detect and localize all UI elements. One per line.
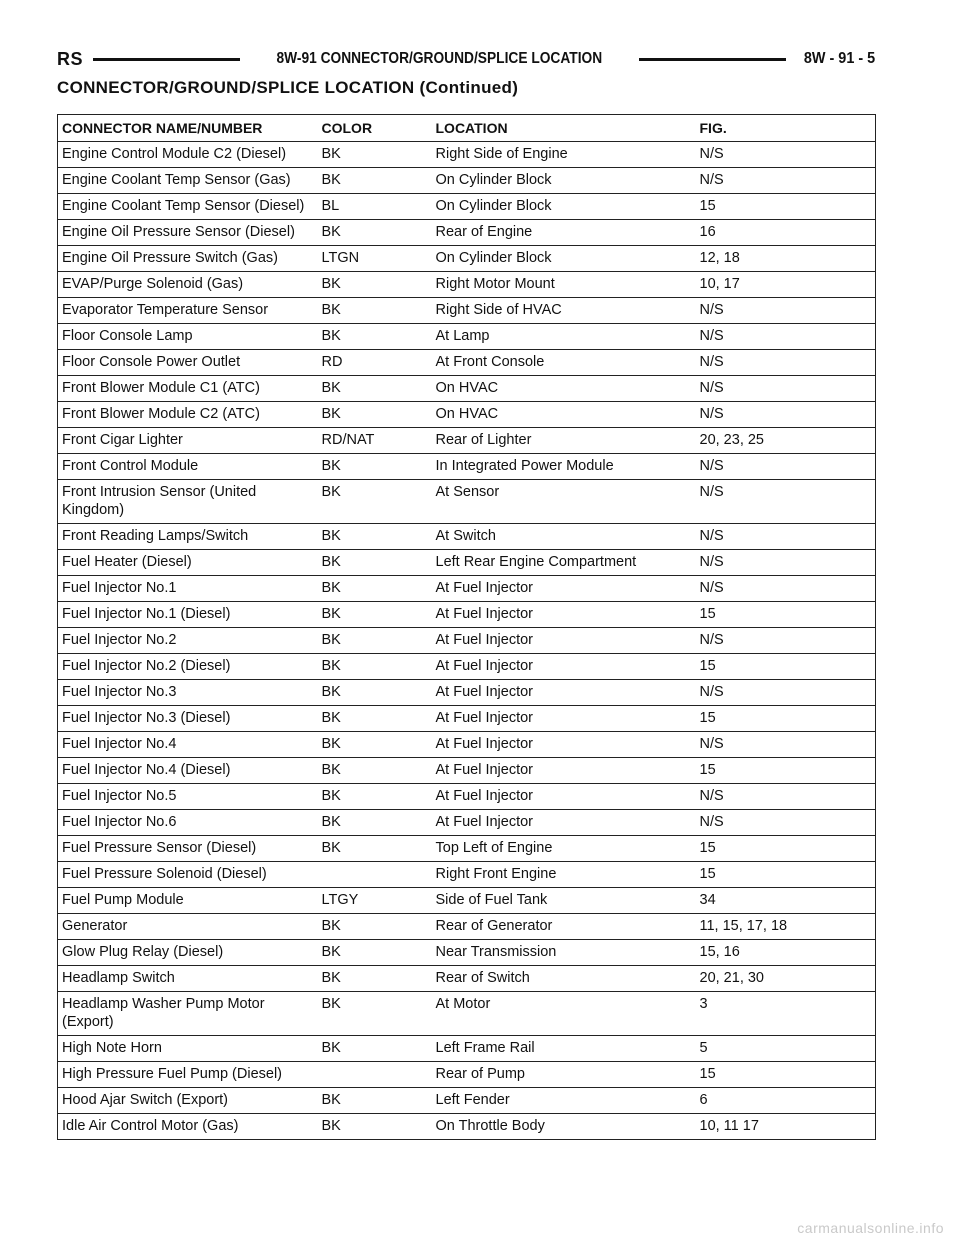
table-row bbox=[58, 758, 876, 784]
cell-connector-name: Fuel Injector No.1 bbox=[58, 576, 318, 602]
cell-color: BK bbox=[318, 272, 432, 298]
cell-fig: N/S bbox=[696, 810, 876, 836]
cell-fig: 15 bbox=[696, 654, 876, 680]
cell-location: At Fuel Injector bbox=[432, 680, 696, 706]
cell-connector-name: Engine Coolant Temp Sensor (Gas) bbox=[58, 168, 318, 194]
cell-fig: 3 bbox=[696, 992, 876, 1036]
cell-location: At Switch bbox=[432, 524, 696, 550]
table-row bbox=[58, 272, 876, 298]
header-rule-left bbox=[93, 58, 240, 61]
cell-connector-name: Front Intrusion Sensor (United Kingdom) bbox=[58, 480, 318, 524]
cell-color: BK bbox=[318, 220, 432, 246]
cell-color: BK bbox=[318, 376, 432, 402]
cell-fig: 15 bbox=[696, 758, 876, 784]
header-page-number: 8W - 91 - 5 bbox=[803, 50, 876, 67]
cell-connector-name: Engine Coolant Temp Sensor (Diesel) bbox=[58, 194, 318, 220]
cell-location: At Fuel Injector bbox=[432, 602, 696, 628]
table-row bbox=[58, 454, 876, 480]
cell-connector-name: Idle Air Control Motor (Gas) bbox=[58, 1114, 318, 1140]
table-row bbox=[58, 810, 876, 836]
cell-location: Right Side of HVAC bbox=[432, 298, 696, 324]
cell-connector-name: Headlamp Switch bbox=[58, 966, 318, 992]
cell-location: Left Frame Rail bbox=[432, 1036, 696, 1062]
cell-color bbox=[318, 1062, 432, 1088]
cell-color: BK bbox=[318, 784, 432, 810]
cell-fig: 11, 15, 17, 18 bbox=[696, 914, 876, 940]
cell-location: At Motor bbox=[432, 992, 696, 1036]
cell-connector-name: Generator bbox=[58, 914, 318, 940]
cell-color: BK bbox=[318, 524, 432, 550]
cell-color: RD/NAT bbox=[318, 428, 432, 454]
cell-connector-name: Hood Ajar Switch (Export) bbox=[58, 1088, 318, 1114]
cell-location: Left Rear Engine Compartment bbox=[432, 550, 696, 576]
table-row bbox=[58, 602, 876, 628]
cell-fig: 20, 23, 25 bbox=[696, 428, 876, 454]
table-row bbox=[58, 246, 876, 272]
cell-connector-name: Fuel Injector No.3 (Diesel) bbox=[58, 706, 318, 732]
table-row bbox=[58, 628, 876, 654]
table-row bbox=[58, 402, 876, 428]
cell-color: BK bbox=[318, 1088, 432, 1114]
table-row bbox=[58, 524, 876, 550]
cell-fig: N/S bbox=[696, 550, 876, 576]
cell-connector-name: Fuel Injector No.2 (Diesel) bbox=[58, 654, 318, 680]
section-title: CONNECTOR/GROUND/SPLICE LOCATION (Continued) bbox=[57, 78, 519, 97]
cell-fig: 15 bbox=[696, 836, 876, 862]
cell-location: Right Side of Engine bbox=[432, 142, 696, 168]
cell-color: BL bbox=[318, 194, 432, 220]
cell-fig: N/S bbox=[696, 350, 876, 376]
cell-connector-name: Fuel Injector No.5 bbox=[58, 784, 318, 810]
table-row bbox=[58, 654, 876, 680]
table-row bbox=[58, 992, 876, 1036]
cell-color: BK bbox=[318, 576, 432, 602]
cell-fig: N/S bbox=[696, 576, 876, 602]
cell-color: BK bbox=[318, 680, 432, 706]
table-row bbox=[58, 168, 876, 194]
cell-connector-name: Engine Oil Pressure Sensor (Diesel) bbox=[58, 220, 318, 246]
cell-location: At Fuel Injector bbox=[432, 628, 696, 654]
cell-location: At Fuel Injector bbox=[432, 758, 696, 784]
table-row bbox=[58, 350, 876, 376]
cell-color: BK bbox=[318, 732, 432, 758]
cell-connector-name: Engine Oil Pressure Switch (Gas) bbox=[58, 246, 318, 272]
table-row bbox=[58, 914, 876, 940]
cell-color bbox=[318, 862, 432, 888]
cell-fig: 34 bbox=[696, 888, 876, 914]
table-row bbox=[58, 1114, 876, 1140]
cell-connector-name: Engine Control Module C2 (Diesel) bbox=[58, 142, 318, 168]
cell-location: On Cylinder Block bbox=[432, 168, 696, 194]
cell-color: BK bbox=[318, 454, 432, 480]
table-row bbox=[58, 888, 876, 914]
cell-fig: N/S bbox=[696, 298, 876, 324]
cell-connector-name: Front Blower Module C2 (ATC) bbox=[58, 402, 318, 428]
table-row bbox=[58, 784, 876, 810]
cell-location: Rear of Generator bbox=[432, 914, 696, 940]
table-row bbox=[58, 966, 876, 992]
cell-color: BK bbox=[318, 628, 432, 654]
table-body bbox=[58, 142, 876, 1140]
cell-fig: 15, 16 bbox=[696, 940, 876, 966]
cell-color: BK bbox=[318, 168, 432, 194]
header-title: 8W-91 CONNECTOR/GROUND/SPLICE LOCATION bbox=[276, 50, 603, 67]
column-header-location: LOCATION bbox=[432, 115, 696, 142]
cell-fig: N/S bbox=[696, 168, 876, 194]
table-row bbox=[58, 142, 876, 168]
cell-connector-name: Front Blower Module C1 (ATC) bbox=[58, 376, 318, 402]
cell-color: BK bbox=[318, 480, 432, 524]
cell-color: LTGN bbox=[318, 246, 432, 272]
cell-location: At Front Console bbox=[432, 350, 696, 376]
cell-color: BK bbox=[318, 966, 432, 992]
cell-color: BK bbox=[318, 402, 432, 428]
column-header-color: COLOR bbox=[318, 115, 432, 142]
header-section-code: RS bbox=[57, 48, 84, 69]
table-row bbox=[58, 298, 876, 324]
cell-fig: 15 bbox=[696, 194, 876, 220]
cell-location: At Fuel Injector bbox=[432, 706, 696, 732]
cell-connector-name: High Note Horn bbox=[58, 1036, 318, 1062]
cell-location: At Fuel Injector bbox=[432, 810, 696, 836]
cell-location: At Fuel Injector bbox=[432, 576, 696, 602]
cell-location: In Integrated Power Module bbox=[432, 454, 696, 480]
cell-fig: N/S bbox=[696, 784, 876, 810]
cell-connector-name: Headlamp Washer Pump Motor (Export) bbox=[58, 992, 318, 1036]
cell-color: BK bbox=[318, 1036, 432, 1062]
header-rule-right bbox=[639, 58, 786, 61]
connector-location-table bbox=[57, 114, 876, 1140]
table-row bbox=[58, 706, 876, 732]
table-row bbox=[58, 836, 876, 862]
cell-location: Rear of Switch bbox=[432, 966, 696, 992]
cell-fig: N/S bbox=[696, 324, 876, 350]
table-row bbox=[58, 680, 876, 706]
cell-color: BK bbox=[318, 992, 432, 1036]
cell-color: BK bbox=[318, 324, 432, 350]
cell-fig: N/S bbox=[696, 628, 876, 654]
cell-color: BK bbox=[318, 142, 432, 168]
cell-fig: N/S bbox=[696, 142, 876, 168]
cell-connector-name: Fuel Pressure Sensor (Diesel) bbox=[58, 836, 318, 862]
cell-fig: 15 bbox=[696, 862, 876, 888]
cell-connector-name: Front Cigar Lighter bbox=[58, 428, 318, 454]
cell-fig: N/S bbox=[696, 732, 876, 758]
table-header-row bbox=[58, 115, 876, 142]
cell-color: BK bbox=[318, 836, 432, 862]
table-row bbox=[58, 862, 876, 888]
cell-connector-name: Fuel Injector No.1 (Diesel) bbox=[58, 602, 318, 628]
table-row bbox=[58, 1062, 876, 1088]
cell-location: At Fuel Injector bbox=[432, 784, 696, 810]
cell-fig: 20, 21, 30 bbox=[696, 966, 876, 992]
cell-color: BK bbox=[318, 914, 432, 940]
cell-connector-name: Glow Plug Relay (Diesel) bbox=[58, 940, 318, 966]
cell-fig: N/S bbox=[696, 480, 876, 524]
cell-location: Right Front Engine bbox=[432, 862, 696, 888]
cell-fig: N/S bbox=[696, 680, 876, 706]
cell-location: Top Left of Engine bbox=[432, 836, 696, 862]
cell-connector-name: Fuel Injector No.4 (Diesel) bbox=[58, 758, 318, 784]
cell-location: Rear of Lighter bbox=[432, 428, 696, 454]
cell-color: BK bbox=[318, 940, 432, 966]
cell-connector-name: Fuel Pressure Solenoid (Diesel) bbox=[58, 862, 318, 888]
cell-color: BK bbox=[318, 654, 432, 680]
cell-location: On Throttle Body bbox=[432, 1114, 696, 1140]
table-row bbox=[58, 480, 876, 524]
cell-connector-name: EVAP/Purge Solenoid (Gas) bbox=[58, 272, 318, 298]
cell-connector-name: Front Reading Lamps/Switch bbox=[58, 524, 318, 550]
table-row bbox=[58, 1036, 876, 1062]
table-row bbox=[58, 732, 876, 758]
cell-location: On HVAC bbox=[432, 376, 696, 402]
table-row bbox=[58, 550, 876, 576]
cell-connector-name: Fuel Injector No.6 bbox=[58, 810, 318, 836]
cell-location: At Fuel Injector bbox=[432, 654, 696, 680]
cell-color: BK bbox=[318, 706, 432, 732]
cell-fig: 10, 11 17 bbox=[696, 1114, 876, 1140]
cell-color: BK bbox=[318, 758, 432, 784]
table-row bbox=[58, 376, 876, 402]
cell-location: At Fuel Injector bbox=[432, 732, 696, 758]
cell-fig: 5 bbox=[696, 1036, 876, 1062]
table-row bbox=[58, 194, 876, 220]
cell-fig: N/S bbox=[696, 376, 876, 402]
cell-color: BK bbox=[318, 550, 432, 576]
cell-fig: 15 bbox=[696, 706, 876, 732]
cell-color: BK bbox=[318, 298, 432, 324]
cell-fig: 15 bbox=[696, 1062, 876, 1088]
cell-location: Side of Fuel Tank bbox=[432, 888, 696, 914]
cell-connector-name: Floor Console Lamp bbox=[58, 324, 318, 350]
cell-color: BK bbox=[318, 810, 432, 836]
table-row bbox=[58, 940, 876, 966]
cell-location: On Cylinder Block bbox=[432, 194, 696, 220]
cell-location: At Sensor bbox=[432, 480, 696, 524]
cell-connector-name: Fuel Injector No.2 bbox=[58, 628, 318, 654]
cell-connector-name: High Pressure Fuel Pump (Diesel) bbox=[58, 1062, 318, 1088]
table-row bbox=[58, 1088, 876, 1114]
column-header-name: CONNECTOR NAME/NUMBER bbox=[58, 115, 318, 142]
page-header bbox=[57, 44, 875, 74]
table-row bbox=[58, 576, 876, 602]
cell-location: Rear of Engine bbox=[432, 220, 696, 246]
table-row bbox=[58, 220, 876, 246]
cell-fig: 16 bbox=[696, 220, 876, 246]
cell-connector-name: Evaporator Temperature Sensor bbox=[58, 298, 318, 324]
cell-connector-name: Front Control Module bbox=[58, 454, 318, 480]
cell-connector-name: Fuel Heater (Diesel) bbox=[58, 550, 318, 576]
cell-connector-name: Fuel Injector No.3 bbox=[58, 680, 318, 706]
cell-connector-name: Fuel Pump Module bbox=[58, 888, 318, 914]
column-header-fig: FIG. bbox=[696, 115, 876, 142]
cell-location: On Cylinder Block bbox=[432, 246, 696, 272]
cell-location: Near Transmission bbox=[432, 940, 696, 966]
cell-fig: 12, 18 bbox=[696, 246, 876, 272]
cell-fig: 6 bbox=[696, 1088, 876, 1114]
cell-color: LTGY bbox=[318, 888, 432, 914]
cell-color: RD bbox=[318, 350, 432, 376]
cell-fig: 10, 17 bbox=[696, 272, 876, 298]
cell-color: BK bbox=[318, 1114, 432, 1140]
cell-location: Left Fender bbox=[432, 1088, 696, 1114]
cell-connector-name: Fuel Injector No.4 bbox=[58, 732, 318, 758]
cell-location: On HVAC bbox=[432, 402, 696, 428]
cell-connector-name: Floor Console Power Outlet bbox=[58, 350, 318, 376]
cell-color: BK bbox=[318, 602, 432, 628]
table-row bbox=[58, 324, 876, 350]
table-row bbox=[58, 428, 876, 454]
cell-location: Rear of Pump bbox=[432, 1062, 696, 1088]
cell-fig: N/S bbox=[696, 454, 876, 480]
cell-location: At Lamp bbox=[432, 324, 696, 350]
cell-fig: N/S bbox=[696, 524, 876, 550]
cell-fig: N/S bbox=[696, 402, 876, 428]
cell-location: Right Motor Mount bbox=[432, 272, 696, 298]
cell-fig: 15 bbox=[696, 602, 876, 628]
watermark: carmanualsonline.info bbox=[797, 1220, 944, 1236]
